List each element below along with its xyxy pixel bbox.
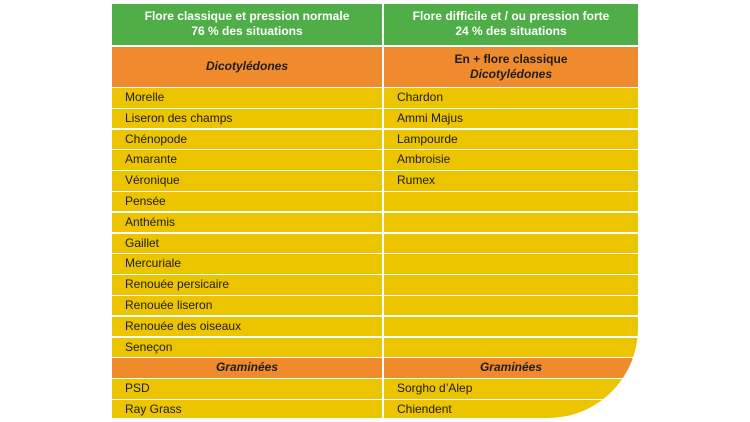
column-header-difficult [384, 4, 638, 45]
column-header-classic [112, 4, 382, 45]
table-cell: Sorgho d’Alep [384, 379, 638, 399]
subheader-line: En + flore classique [454, 51, 568, 66]
table-cell: Seneçon [112, 338, 382, 358]
header-title: Flore classique et pression normale [144, 9, 350, 23]
table-cell [384, 213, 638, 233]
table-cell: Chénopode [112, 130, 382, 150]
table-cell [384, 275, 638, 295]
dicot-list [112, 88, 382, 357]
table-cell: Chardon [384, 88, 638, 108]
header-title: Flore difficile et / ou pression forte [412, 9, 610, 23]
table-cell: Renouée des oiseaux [112, 317, 382, 337]
graminee-list [384, 379, 638, 418]
table-cell: Chiendent [384, 400, 638, 418]
table-cell: Anthémis [112, 213, 382, 233]
dicot-list [384, 88, 638, 357]
table-cell [384, 192, 638, 212]
table-cell [384, 234, 638, 254]
column-difficult-flora [384, 4, 638, 418]
subheader-dicot-title: Dicotylédones [469, 66, 553, 81]
weed-flora-table [112, 4, 638, 418]
header-percentage: 24 % des situations [455, 24, 567, 38]
table-cell: Ammi Majus [384, 109, 638, 129]
table-cell: Rumex [384, 171, 638, 191]
table-cell [384, 317, 638, 337]
section-header-graminees: Graminées [112, 358, 382, 378]
table-cell [384, 338, 638, 358]
table-cell: Renouée persicaire [112, 275, 382, 295]
section-header-dicots: Dicotylédones [112, 47, 382, 87]
table-cell: Gaillet [112, 234, 382, 254]
table-cell: Liseron des champs [112, 109, 382, 129]
table-cell: Pensée [112, 192, 382, 212]
graminee-list [112, 379, 382, 418]
table-cell: Morelle [112, 88, 382, 108]
column-classic-flora [112, 4, 382, 418]
header-percentage: 76 % des situations [191, 24, 303, 38]
table-cell: PSD [112, 379, 382, 399]
table-cell: Véronique [112, 171, 382, 191]
table-cell [384, 296, 638, 316]
table-cell: Lampourde [384, 130, 638, 150]
table-cell: Ray Grass [112, 400, 382, 418]
table-cell: Renouée liseron [112, 296, 382, 316]
section-header-dicots [384, 47, 638, 87]
table-cell: Amarante [112, 150, 382, 170]
table-cell: Ambroisie [384, 150, 638, 170]
table-cell [384, 254, 638, 274]
section-header-graminees: Graminées [384, 358, 638, 378]
table-cell: Mercuriale [112, 254, 382, 274]
